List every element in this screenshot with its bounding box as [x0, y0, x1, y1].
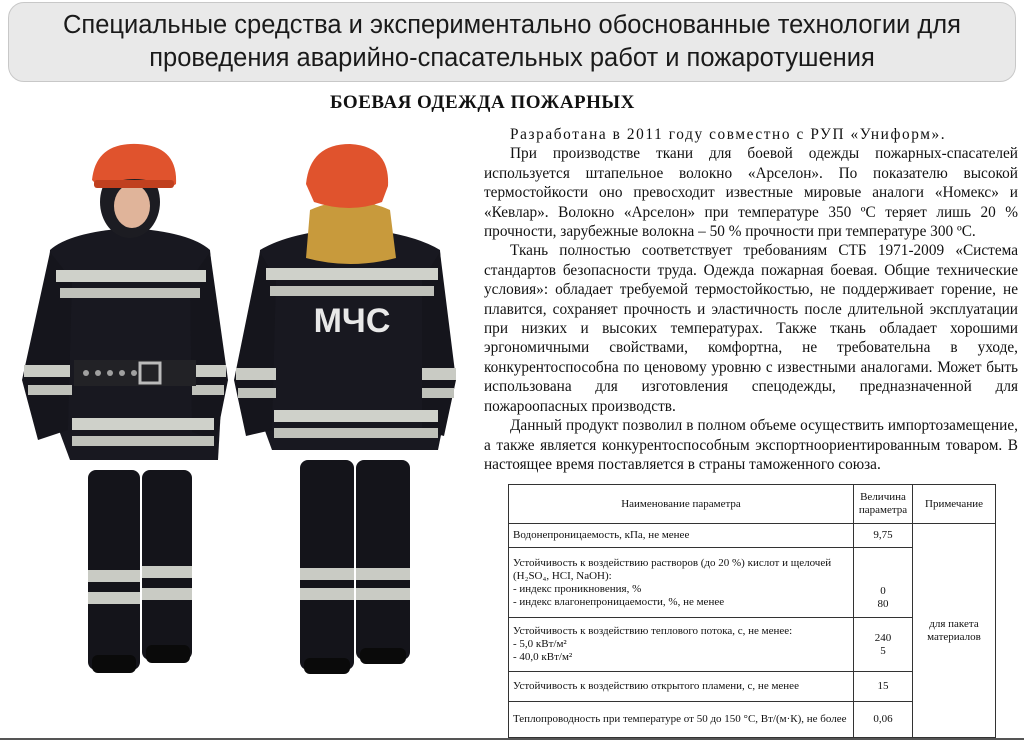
front-figure	[22, 144, 228, 673]
note-cell: для пакета материалов	[913, 524, 996, 738]
param-line: - 5,0 кВт/м²	[513, 638, 567, 650]
description-text	[484, 125, 1018, 474]
param-line: - индекс влагонепроницаемости, %, не менее	[513, 595, 725, 608]
row-value	[854, 548, 913, 618]
row-value	[854, 618, 913, 672]
value-line: 240	[874, 631, 892, 644]
paragraph-intro: Разработана в 2011 году совместно с РУП «Униформ».	[510, 126, 947, 143]
row-param: Устойчивость к воздействию открытого пламени, с, не менее	[509, 672, 854, 702]
bottom-divider	[0, 738, 1024, 740]
value-line: 0	[880, 585, 886, 597]
firefighter-suit-photo	[10, 140, 460, 680]
paragraph-fiber: При производстве ткани для боевой одежды пожарных-спасателей используется штапельное волокно «Арселон». По показателю высокой термостойкости оно превосходит известные мировые аналоги «Номекс» и «Кевлар». Волокно «Арселон» при температуре 350 ºС теряет лишь 20 % прочности, зарубежные волокна – 50 % прочности при температуре 300 ºС.	[484, 145, 1018, 241]
param-line: - 40,0 кВт/м²	[513, 651, 573, 663]
header-note: Примечание	[913, 485, 996, 524]
header-value: Величина параметра	[854, 485, 913, 524]
parameters-table	[508, 484, 996, 738]
row-param: Водонепроницаемость, кПа, не менее	[509, 524, 854, 548]
back-figure	[234, 144, 456, 674]
table-header-row	[509, 485, 996, 524]
row-value: 9,75	[854, 524, 913, 548]
table-row	[509, 524, 996, 548]
paragraph-import: Данный продукт позволил в полном объеме осуществить импортозамещение, а также является конкурентоспособным экспортноориентированным товаром. В настоящее время поставляется в страны таможенного союза.	[484, 417, 1018, 473]
banner-title	[9, 9, 1015, 75]
row-value: 15	[854, 672, 913, 702]
value-line: 5	[880, 644, 886, 657]
back-lettering: МЧС	[313, 302, 391, 340]
banner-title-line-2: проведения аварийно-спасательных работ и пожаротушения	[149, 44, 875, 72]
section-heading: БОЕВАЯ ОДЕЖДА ПОЖАРНЫХ	[330, 92, 635, 113]
title-banner	[8, 2, 1016, 82]
paragraph-standard: Ткань полностью соответствует требованиям СТБ 1971-2009 «Система стандартов безопасности труда. Одежда пожарная боевая. Общие технические условия»: обладает требуемой термостойкостью, не поддерживает горение, не плавится, сохраняет прочность и эластичность после длительной эксплуатации при низких и высоких температурах. Также ткань обладает хорошими эргономичными свойствами, комфортна, не требовательна в уходе, конкурентоспособна по ценовому уровню с известными аналогами. Может быть использована для изготовления спецодежды, предназначенной для пожароопасных производств.	[484, 242, 1018, 415]
row-param: Теплопроводность при температуре от 50 до 150 °С, Вт/(м·К), не более	[509, 702, 854, 738]
param-line: Устойчивость к воздействию растворов (до 20 %) кислот и щелочей (H₂SO₄, HCI, NaOH):	[513, 556, 832, 582]
header-parameter: Наименование параметра	[509, 485, 854, 524]
param-line: Устойчивость к воздействию теплового потока, с, не менее:	[513, 625, 793, 637]
value-line: 80	[877, 598, 889, 610]
banner-title-line-1: Специальные средства и экспериментально обоснованные технологии для	[63, 11, 961, 39]
row-value: 0,06	[854, 702, 913, 738]
row-param	[509, 548, 854, 618]
row-param	[509, 618, 854, 672]
param-line: - индекс проникновения, %	[513, 582, 642, 595]
